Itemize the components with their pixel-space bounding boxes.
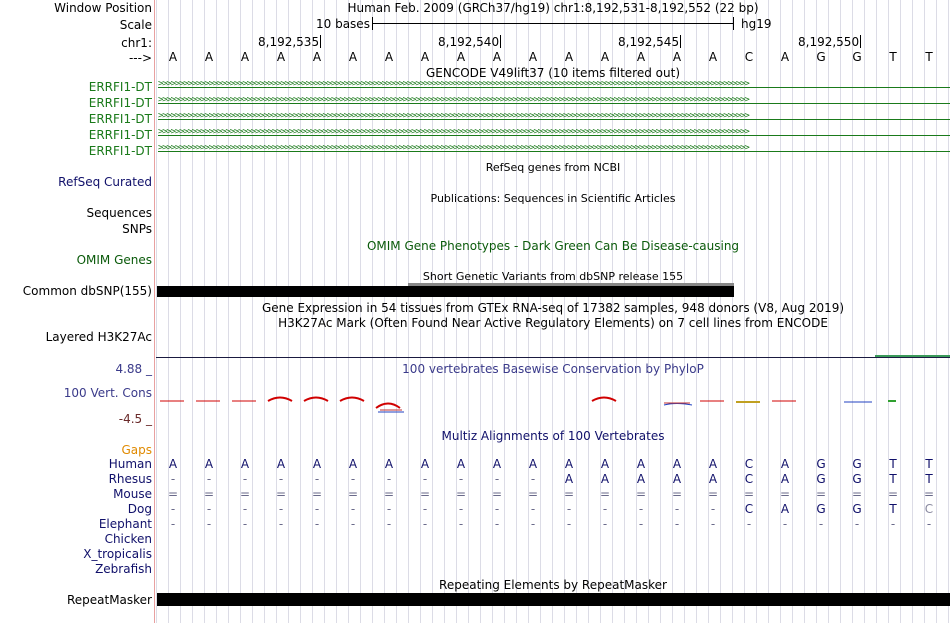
alignment-base: A [564, 472, 574, 486]
alignment-base: - [278, 472, 284, 486]
base: A [384, 50, 394, 64]
alignment-base: T [889, 472, 897, 486]
transcript-arrows: >>>>>>>>>>>>>>>>>>>>>>>>>>>>>>>>>>>>>>>>>>>>>>>>>>>>>>>>>>>>>>>>>>>>>>>>>>>>>>>>>>>>>>>>>>>>>>>>>>>>>>>>>>>>>>>>>>>>>>>>>>>>>>>>>>>>>>>>>>>> [158, 97, 749, 105]
gencode-item-label[interactable]: ERRFI1-DT [88, 80, 152, 94]
alignment-base: - [782, 517, 788, 531]
alignment-base: A [312, 457, 322, 471]
alignment-base: - [674, 517, 680, 531]
dbsnp-variant-bar[interactable] [157, 286, 734, 297]
base: A [564, 50, 574, 64]
alignment-base: - [638, 502, 644, 516]
alignment-base: - [458, 502, 464, 516]
alignment-base: T [925, 457, 933, 471]
alignment-base: - [314, 472, 320, 486]
alignment-base: A [780, 457, 790, 471]
alignment-base: - [530, 502, 536, 516]
gencode-item-label[interactable]: ERRFI1-DT [88, 128, 152, 142]
alignment-base: = [347, 487, 359, 501]
alignment-base: G [852, 502, 862, 516]
strand-label: ---> [128, 51, 152, 65]
alignment-base: - [242, 517, 248, 531]
alignment-base: A [600, 472, 610, 486]
alignment-base: A [168, 457, 178, 471]
chrom-label: chr1: [121, 36, 152, 50]
alignment-base: - [674, 502, 680, 516]
alignment-base: A [276, 457, 286, 471]
gencode-item-label[interactable]: ERRFI1-DT [88, 144, 152, 158]
species-label[interactable]: X_tropicalis [83, 547, 152, 561]
base: A [708, 50, 718, 64]
alignment-base: A [348, 457, 358, 471]
alignment-base: = [599, 487, 611, 501]
alignment-base: - [638, 517, 644, 531]
base: A [636, 50, 646, 64]
alignment-base: G [852, 457, 862, 471]
position-tick-label: 8,192,535 [258, 35, 320, 49]
base: A [672, 50, 682, 64]
alignment-base: = [743, 487, 755, 501]
alignment-base: - [494, 472, 500, 486]
base: G [816, 50, 826, 64]
alignment-base: - [242, 502, 248, 516]
alignment-base: - [314, 502, 320, 516]
gencode-transcript[interactable] [158, 113, 950, 125]
scale-bar [373, 23, 733, 24]
alignment-base: - [494, 517, 500, 531]
base: A [600, 50, 610, 64]
alignment-base: A [636, 457, 646, 471]
species-label[interactable]: Human [108, 457, 152, 471]
alignment-base: A [528, 457, 538, 471]
alignment-base: - [710, 502, 716, 516]
alignment-base: = [815, 487, 827, 501]
position-tick-label: 8,192,550 [798, 35, 860, 49]
alignment-base: - [926, 517, 932, 531]
base: C [744, 50, 754, 64]
refseq-track-label[interactable]: RefSeq Curated [58, 175, 152, 189]
gencode-transcript[interactable] [158, 145, 950, 157]
alignment-base: - [278, 517, 284, 531]
species-label[interactable]: Rhesus [108, 472, 152, 486]
phylop-max-label: 4.88 _ [115, 362, 152, 376]
alignment-base: A [636, 472, 646, 486]
alignment-base: A [204, 457, 214, 471]
phylop-min-label: -4.5 _ [118, 412, 152, 426]
window-position-value: Human Feb. 2009 (GRCh37/hg19) chr1:8,192,531-8,192,552 (22 bp) [347, 1, 759, 15]
alignment-base: A [600, 457, 610, 471]
scale-text: 10 bases [316, 17, 370, 31]
base: A [780, 50, 790, 64]
gencode-item-label[interactable]: ERRFI1-DT [88, 112, 152, 126]
alignment-base: - [890, 517, 896, 531]
repeatmasker-track-title[interactable]: Repeating Elements by RepeatMasker [439, 578, 667, 592]
alignment-base: = [635, 487, 647, 501]
alignment-base: C [744, 502, 754, 516]
phylop-conservation-plot [156, 392, 950, 416]
alignment-base: A [456, 457, 466, 471]
alignment-base: - [602, 502, 608, 516]
gencode-item-label[interactable]: ERRFI1-DT [88, 96, 152, 110]
alignment-base: A [420, 457, 430, 471]
transcript-arrows: >>>>>>>>>>>>>>>>>>>>>>>>>>>>>>>>>>>>>>>>>>>>>>>>>>>>>>>>>>>>>>>>>>>>>>>>>>>>>>>>>>>>>>>>>>>>>>>>>>>>>>>>>>>>>>>>>>>>>>>>>>>>>>>>>>>>>>>>>>>> [158, 145, 749, 153]
repeatmasker-bar[interactable] [157, 593, 950, 606]
alignment-base: = [239, 487, 251, 501]
position-tick [680, 35, 681, 48]
position-tick-label: 8,192,545 [618, 35, 680, 49]
base: A [456, 50, 466, 64]
base: G [852, 50, 862, 64]
species-label[interactable]: Dog [127, 502, 152, 516]
base: A [528, 50, 538, 64]
alignment-base: - [170, 502, 176, 516]
base: T [889, 50, 897, 64]
gtex-track-title[interactable]: Gene Expression in 54 tissues from GTEx RNA-seq of 17382 samples, 948 donors (V8, Aug 2019) [261, 301, 845, 315]
h3k27ac-signal-line [156, 357, 950, 358]
dbsnp-track-title[interactable]: Short Genetic Variants from dbSNP release 155 [422, 270, 684, 283]
phylop-track-label[interactable]: 100 Vert. Cons [63, 386, 152, 400]
alignment-base: = [419, 487, 431, 501]
alignment-base: G [852, 472, 862, 486]
alignment-base: = [167, 487, 179, 501]
alignment-base: - [278, 502, 284, 516]
alignment-base: - [566, 502, 572, 516]
alignment-base: C [744, 472, 754, 486]
repeatmasker-track-label[interactable]: RepeatMasker [66, 593, 152, 607]
alignment-base: - [350, 472, 356, 486]
assembly-label: hg19 [741, 17, 772, 31]
position-tick [860, 35, 861, 48]
alignment-base: - [602, 517, 608, 531]
alignment-base: A [672, 457, 682, 471]
alignment-base: C [744, 457, 754, 471]
species-label[interactable]: Chicken [104, 532, 152, 546]
alignment-base: = [923, 487, 935, 501]
alignment-base: A [672, 472, 682, 486]
snps-track-label[interactable]: SNPs [122, 222, 152, 236]
gaps-label[interactable]: Gaps [121, 443, 152, 457]
alignment-base: - [206, 502, 212, 516]
position-tick [500, 35, 501, 48]
alignment-base: - [314, 517, 320, 531]
position-tick [320, 35, 321, 48]
alignment-base: - [458, 517, 464, 531]
transcript-arrows: >>>>>>>>>>>>>>>>>>>>>>>>>>>>>>>>>>>>>>>>>>>>>>>>>>>>>>>>>>>>>>>>>>>>>>>>>>>>>>>>>>>>>>>>>>>>>>>>>>>>>>>>>>>>>>>>>>>>>>>>>>>>>>>>>>>>>>>>>>>> [158, 129, 749, 137]
alignment-base: - [854, 517, 860, 531]
base: A [204, 50, 214, 64]
omim-track-label[interactable]: OMIM Genes [76, 253, 152, 267]
alignment-base: - [350, 502, 356, 516]
h3k27ac-track-title[interactable]: H3K27Ac Mark (Often Found Near Active Regulatory Elements) on 7 cell lines from ENCODE [278, 316, 828, 330]
window-position-label: Window Position [54, 1, 152, 15]
alignment-base: T [889, 502, 897, 516]
sequences-track-label[interactable]: Sequences [86, 206, 152, 220]
alignment-base: G [816, 457, 826, 471]
scale-bar-right-tick [733, 17, 734, 30]
scale-bar-left-tick [372, 17, 373, 30]
base: A [276, 50, 286, 64]
base: A [348, 50, 358, 64]
h3k27ac-track-label[interactable]: Layered H3K27Ac [45, 330, 152, 344]
gencode-track-title[interactable]: GENCODE V49lift37 (10 items filtered out) [425, 66, 680, 80]
alignment-base: - [206, 517, 212, 531]
alignment-base: - [530, 472, 536, 486]
species-label[interactable]: Zebrafish [95, 562, 152, 576]
base: A [420, 50, 430, 64]
alignment-base: - [206, 472, 212, 486]
phylop-track-title[interactable]: 100 vertebrates Basewise Conservation by PhyloP [402, 362, 704, 376]
omim-track-title[interactable]: OMIM Gene Phenotypes - Dark Green Can Be Disease-causing [366, 239, 740, 253]
alignment-base: = [887, 487, 899, 501]
alignment-base: = [311, 487, 323, 501]
transcript-arrows: >>>>>>>>>>>>>>>>>>>>>>>>>>>>>>>>>>>>>>>>>>>>>>>>>>>>>>>>>>>>>>>>>>>>>>>>>>>>>>>>>>>>>>>>>>>>>>>>>>>>>>>>>>>>>>>>>>>>>>>>>>>>>>>>>>>>>>>>>>>> [158, 81, 749, 89]
species-label[interactable]: Mouse [113, 487, 152, 501]
base: A [312, 50, 322, 64]
base: A [492, 50, 502, 64]
alignment-base: = [563, 487, 575, 501]
alignment-base: - [170, 517, 176, 531]
alignment-base: A [492, 457, 502, 471]
alignment-base: C [924, 502, 934, 516]
alignment-base: - [710, 517, 716, 531]
transcript-arrows: >>>>>>>>>>>>>>>>>>>>>>>>>>>>>>>>>>>>>>>>>>>>>>>>>>>>>>>>>>>>>>>>>>>>>>>>>>>>>>>>>>>>>>>>>>>>>>>>>>>>>>>>>>>>>>>>>>>>>>>>>>>>>>>>>>>>>>>>>>>> [158, 113, 749, 121]
alignment-base: - [818, 517, 824, 531]
alignment-base: = [707, 487, 719, 501]
alignment-base: - [494, 502, 500, 516]
base: T [925, 50, 933, 64]
gencode-transcript[interactable] [158, 81, 950, 93]
gencode-transcript[interactable] [158, 97, 950, 109]
alignment-base: A [564, 457, 574, 471]
alignment-base: - [422, 472, 428, 486]
alignment-base: G [816, 502, 826, 516]
dbsnp-track-label[interactable]: Common dbSNP(155) [22, 284, 152, 298]
alignment-base: - [746, 517, 752, 531]
alignment-base: A [780, 472, 790, 486]
multiz-track-title[interactable]: Multiz Alignments of 100 Vertebrates [441, 429, 665, 443]
alignment-base: - [458, 472, 464, 486]
alignment-base: = [383, 487, 395, 501]
track-left-border [154, 0, 155, 623]
alignment-base: T [889, 457, 897, 471]
position-tick-label: 8,192,540 [438, 35, 500, 49]
alignment-base: - [530, 517, 536, 531]
alignment-base: = [275, 487, 287, 501]
alignment-base: A [384, 457, 394, 471]
alignment-base: - [422, 517, 428, 531]
alignment-base: = [779, 487, 791, 501]
base: A [240, 50, 250, 64]
alignment-base: A [780, 502, 790, 516]
alignment-base: - [386, 472, 392, 486]
base: A [168, 50, 178, 64]
h3k27ac-signal-green [875, 355, 950, 357]
alignment-base: - [386, 517, 392, 531]
alignment-base: = [491, 487, 503, 501]
alignment-base: - [242, 472, 248, 486]
alignment-base: = [455, 487, 467, 501]
refseq-track-title[interactable]: RefSeq genes from NCBI [485, 161, 621, 174]
scale-label: Scale [119, 18, 152, 32]
alignment-base: - [170, 472, 176, 486]
alignment-base: = [671, 487, 683, 501]
publications-track-title[interactable]: Publications: Sequences in Scientific Articles [430, 192, 676, 205]
alignment-base: - [566, 517, 572, 531]
alignment-base: G [816, 472, 826, 486]
alignment-base: = [851, 487, 863, 501]
alignment-base: = [527, 487, 539, 501]
alignment-base: = [203, 487, 215, 501]
gencode-transcript[interactable] [158, 129, 950, 141]
alignment-base: A [708, 472, 718, 486]
alignment-base: - [386, 502, 392, 516]
alignment-base: - [350, 517, 356, 531]
alignment-base: - [422, 502, 428, 516]
species-label[interactable]: Elephant [98, 517, 152, 531]
alignment-base: T [925, 472, 933, 486]
alignment-base: A [708, 457, 718, 471]
alignment-base: A [240, 457, 250, 471]
